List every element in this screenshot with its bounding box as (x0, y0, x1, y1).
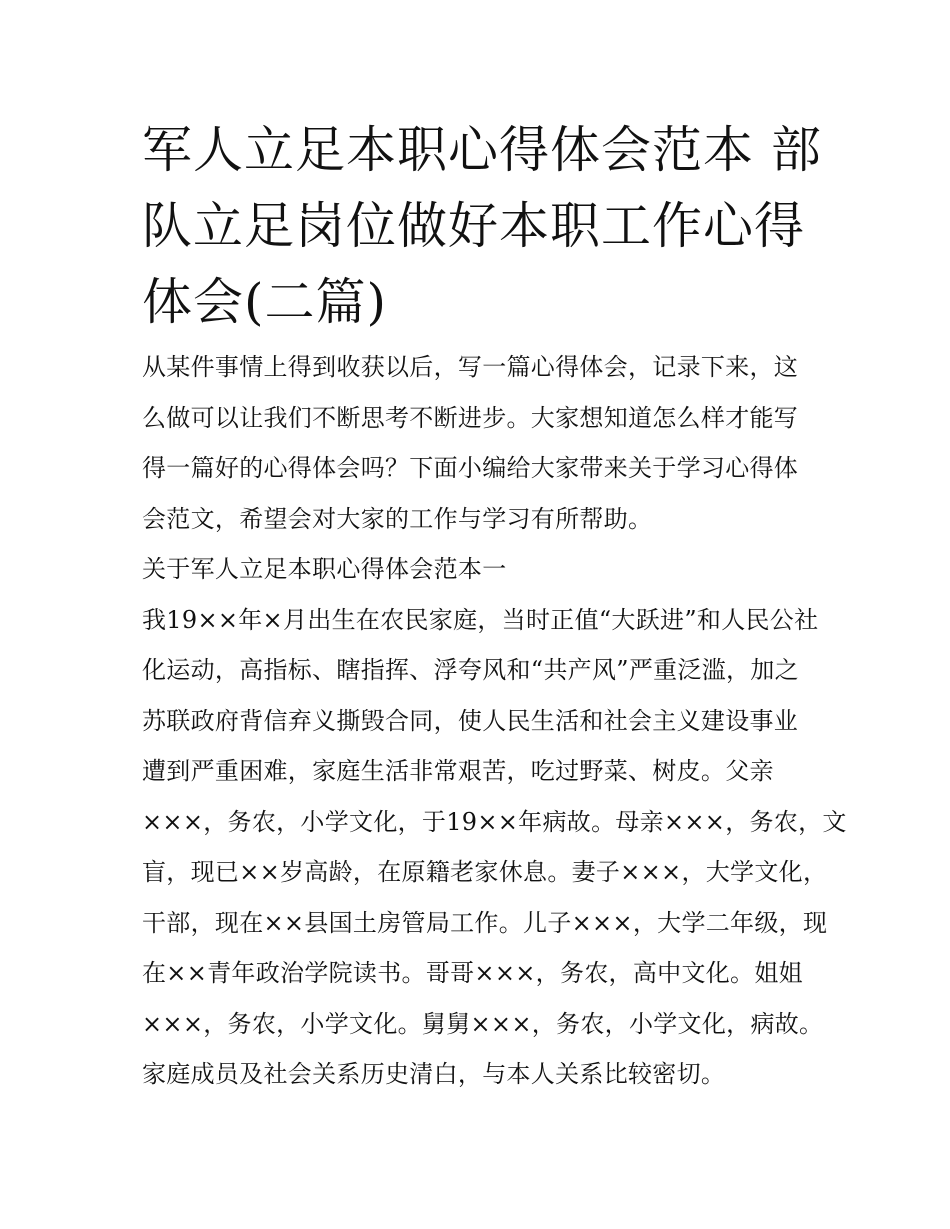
body-line: ×××，务农，小学文化。舅舅×××，务农，小学文化，病故。 (142, 1009, 824, 1038)
body-line: 从某件事情上得到收获以后，写一篇心得体会，记录下来，这 (142, 353, 799, 381)
document-body (142, 342, 847, 1100)
body-line: 么做可以让我们不断思考不断进步。大家想知道怎么样才能写 (142, 403, 799, 432)
title-line: 队立足岗位做好本职工作心得 (142, 197, 805, 255)
body-line: 会范文，希望会对大家的工作与学习有所帮助。 (142, 504, 653, 533)
title-line: 军人立足本职心得体会范本 部 (142, 121, 822, 179)
body-line: 得一篇好的心得体会吗？下面小编给大家带来关于学习心得体 (142, 454, 799, 482)
body-line: 盲，现已××岁高龄，在原籍老家休息。妻子×××，大学文化， (142, 858, 828, 886)
title-line: 体会(二篇) (142, 273, 388, 331)
body-line: 遭到严重困难，家庭生活非常艰苦，吃过野菜、树皮。父亲 (142, 757, 774, 785)
document-title (142, 112, 822, 340)
body-line: ×××，务农，小学文化，于19××年病故。母亲×××，务农，文 (142, 807, 847, 836)
document-page (142, 112, 847, 1100)
body-line: 我19××年×月出生在农民家庭，当时正值“大跃进”和人民公社 (142, 605, 819, 634)
body-line: 家庭成员及社会关系历史清白，与本人关系比较密切。 (142, 1060, 726, 1088)
body-line: 苏联政府背信弃义撕毁合同，使人民生活和社会主义建设事业 (142, 706, 799, 735)
section-heading: 关于军人立足本职心得体会范本一 (142, 555, 507, 583)
body-line: 干部，现在××县国土房管局工作。儿子×××，大学二年级，现 (142, 908, 828, 937)
body-line: 化运动，高指标、瞎指挥、浮夸风和“共产风”严重泛滥，加之 (142, 656, 799, 684)
body-line: 在××青年政治学院读书。哥哥×××，务农，高中文化。姐姐 (142, 959, 803, 987)
